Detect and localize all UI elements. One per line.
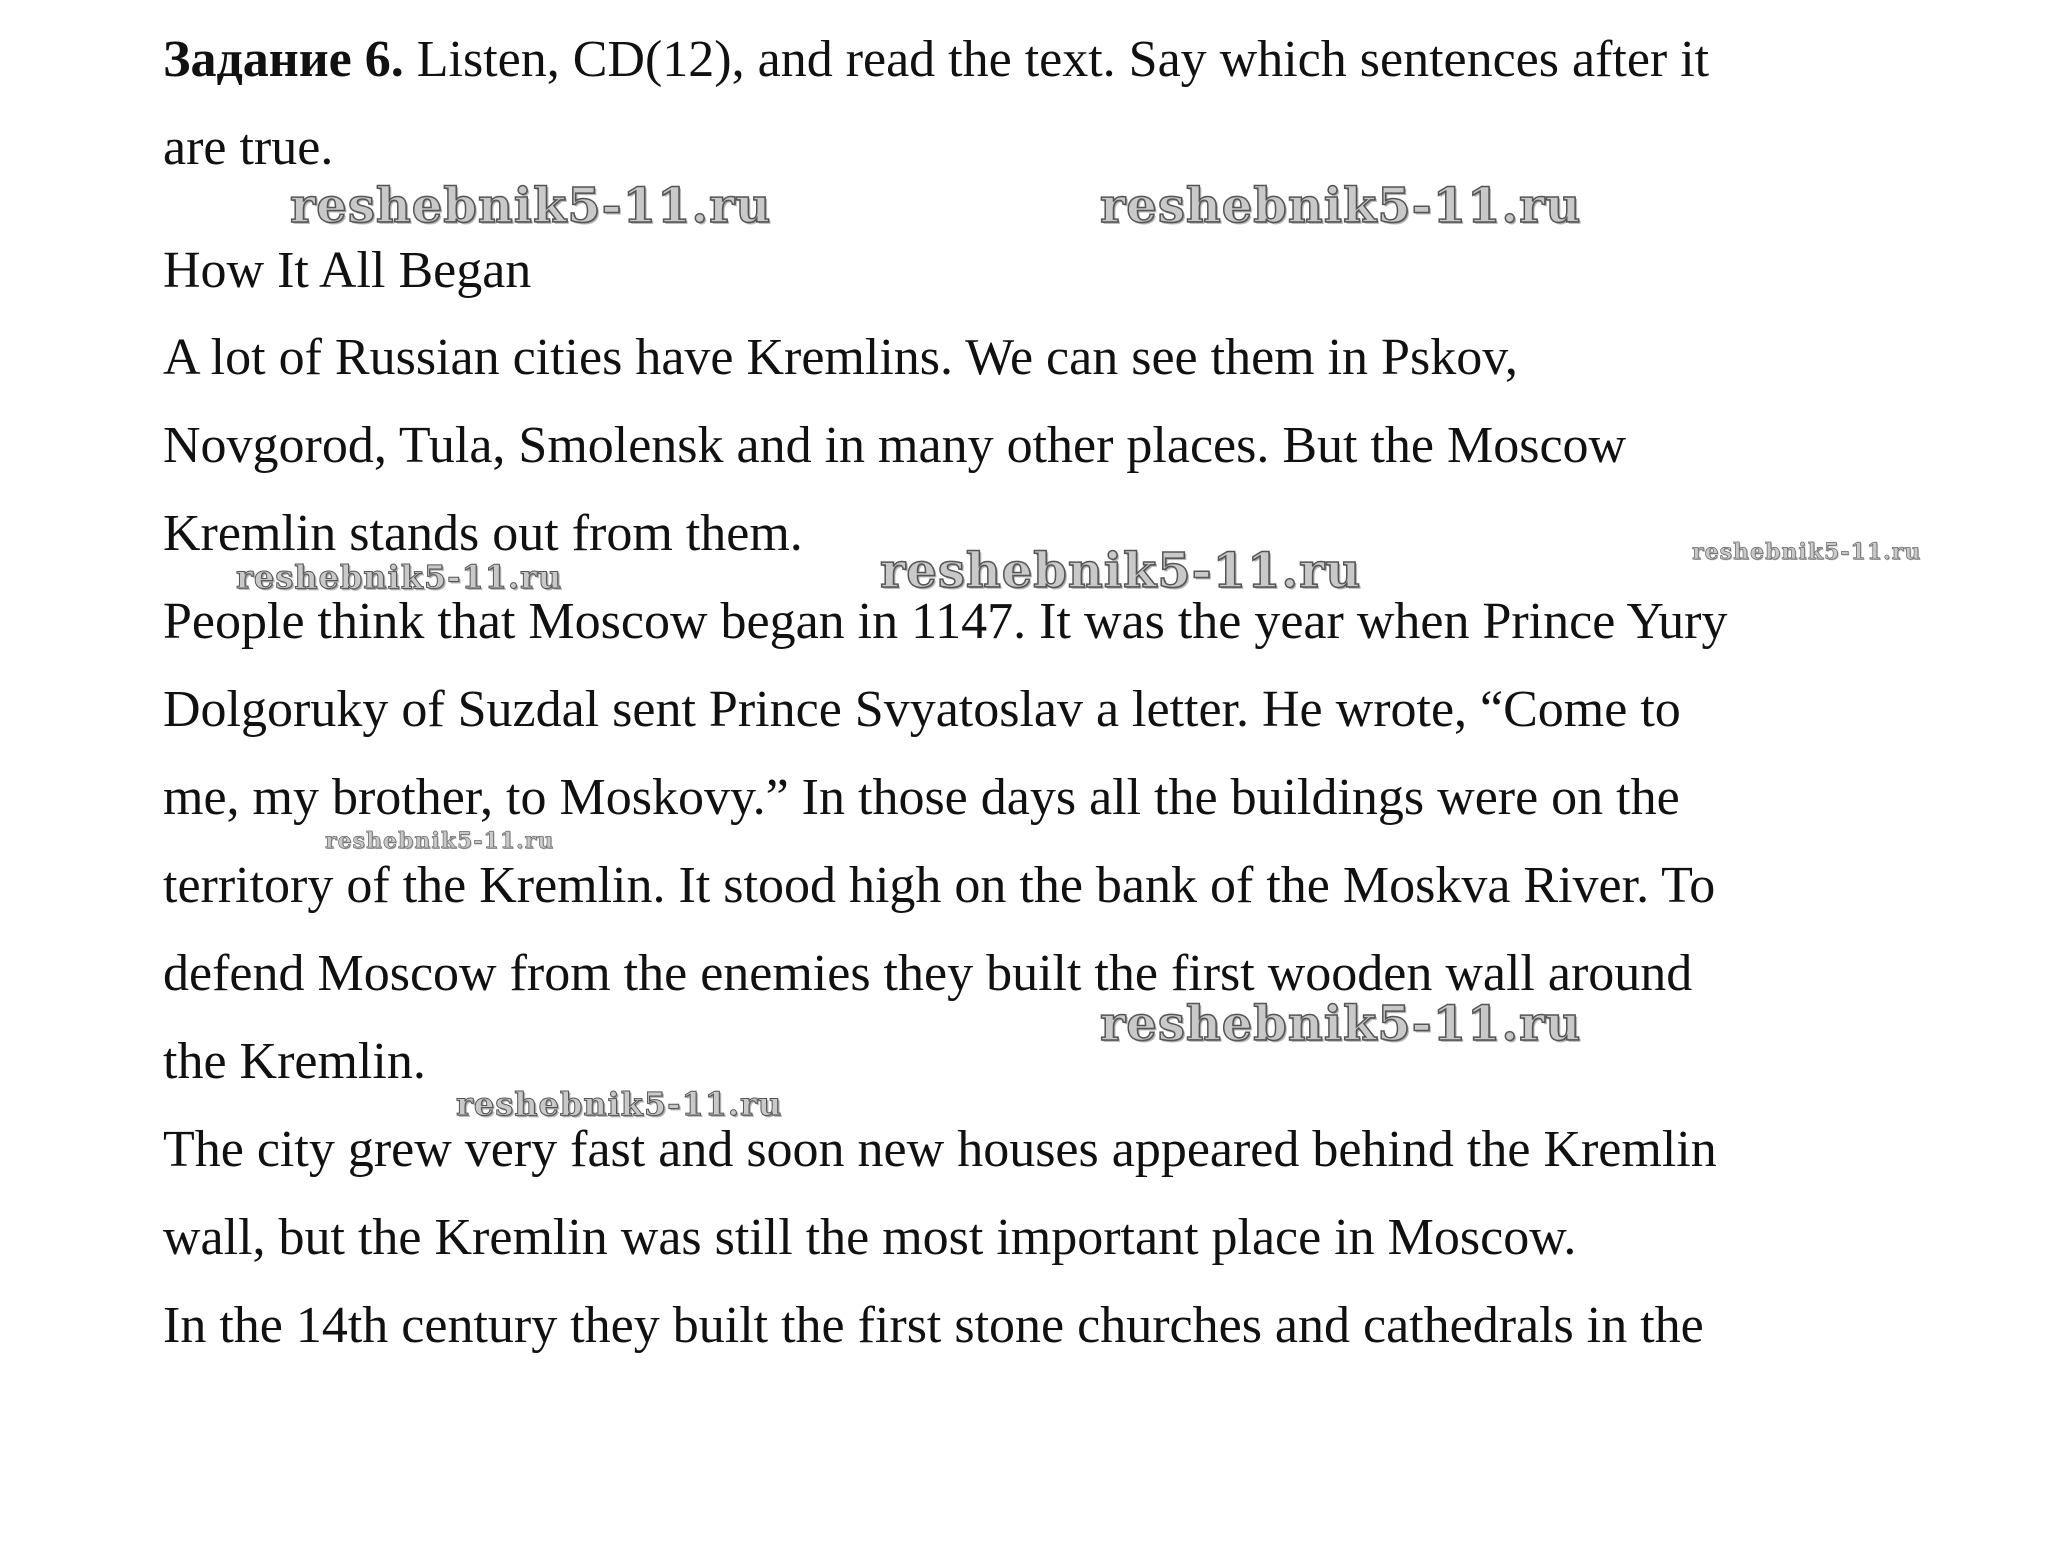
watermark: reshebnik5-11.ru [236, 558, 563, 596]
text-line: People think that Moscow began in 1147. It was the year when Prince Yury [163, 593, 1728, 650]
watermark: reshebnik5-11.ru [290, 178, 772, 234]
task-heading [163, 30, 1709, 90]
text-line: Dolgoruky of Suzdal sent Prince Svyatoslav a letter. He wrote, “Come to [163, 681, 1681, 738]
watermark: reshebnik5-11.ru [1100, 996, 1582, 1052]
text-line: the Kremlin. [163, 1033, 426, 1090]
text-line: me, my brother, to Moskovy.” In those days all the buildings were on the [163, 769, 1680, 826]
text-title: How It All Began [163, 242, 532, 299]
task-instruction: Listen, CD(12), and read the text. Say which sentences after it [403, 31, 1710, 88]
watermark: reshebnik5-11.ru [325, 828, 555, 854]
text-line: A lot of Russian cities have Kremlins. We can see them in Pskov, [163, 329, 1518, 386]
text-line: In the 14th century they built the first stone churches and cathedrals in the [163, 1297, 1704, 1354]
task-instruction-continued: are true. [163, 119, 334, 176]
text-line: territory of the Kremlin. It stood high on the bank of the Moskva River. To [163, 857, 1716, 914]
watermark: reshebnik5-11.ru [456, 1085, 783, 1123]
text-line: Novgorod, Tula, Smolensk and in many other places. But the Moscow [163, 417, 1627, 474]
text-line: wall, but the Kremlin was still the most important place in Moscow. [163, 1209, 1577, 1266]
watermark: reshebnik5-11.ru [1100, 178, 1582, 234]
watermark: reshebnik5-11.ru [880, 543, 1362, 599]
task-label: Задание 6. [163, 31, 404, 88]
text-line: The city grew very fast and soon new houses appeared behind the Kremlin [163, 1121, 1717, 1178]
watermark: reshebnik5-11.ru [1692, 539, 1922, 565]
text-line: Kremlin stands out from them. [163, 505, 803, 562]
text-line: defend Moscow from the enemies they built the first wooden wall around [163, 945, 1693, 1002]
